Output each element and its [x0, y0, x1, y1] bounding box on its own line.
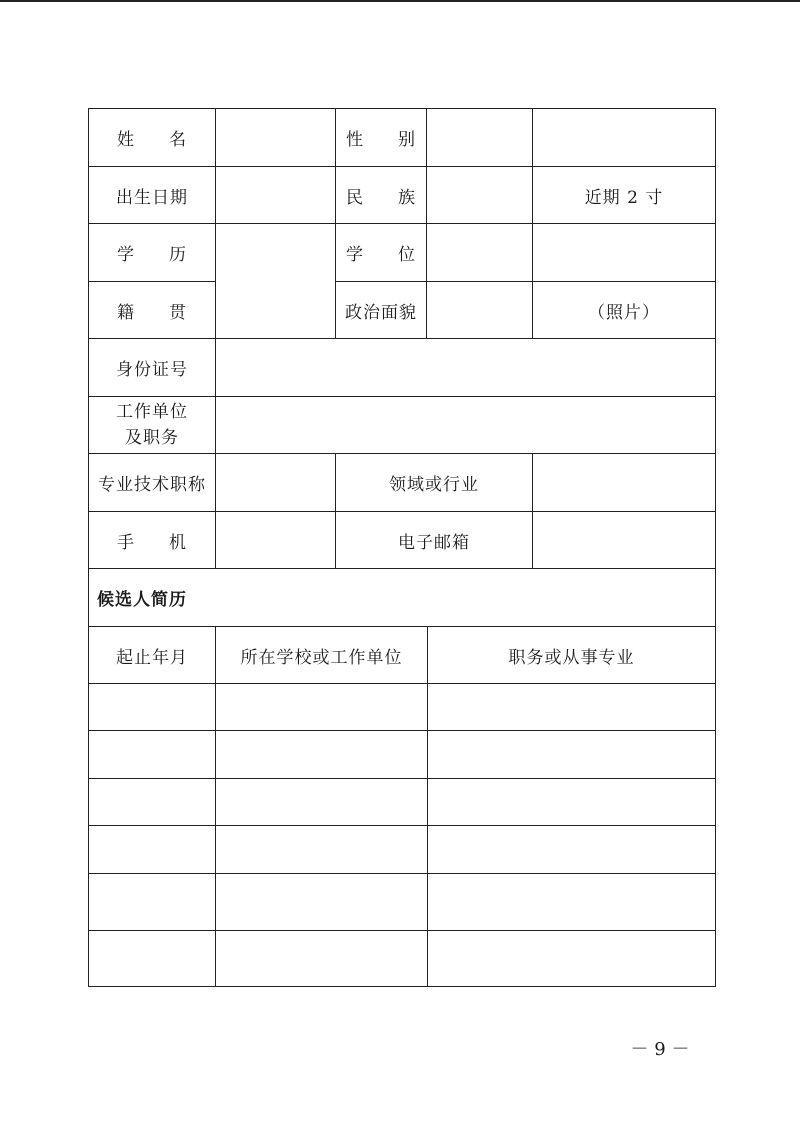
resume-cell[interactable]: [216, 684, 428, 731]
resume-cell[interactable]: [89, 684, 216, 731]
resume-cell[interactable]: [89, 779, 216, 826]
id-field[interactable]: [216, 339, 715, 397]
resume-cell[interactable]: [216, 874, 428, 931]
name-label: [89, 109, 216, 167]
photo-cell-middle: [533, 224, 715, 282]
resume-cell[interactable]: [89, 874, 216, 931]
candidate-form-table: [88, 108, 716, 987]
political-field[interactable]: [427, 282, 533, 339]
ethnic-label-char2: 族: [398, 187, 416, 208]
name-label-char1: 姓: [117, 130, 135, 150]
id-label: 身份证号: [89, 339, 216, 397]
page-number: [0, 1035, 800, 1061]
work-field[interactable]: [216, 397, 715, 454]
native-label-char2: 贯: [169, 302, 187, 323]
resume-cell[interactable]: [428, 779, 715, 826]
gender-label: [336, 109, 427, 167]
field-label: 领域或行业: [336, 454, 533, 512]
name-label-char2: 名: [169, 130, 187, 150]
email-label: 电子邮箱: [336, 512, 533, 569]
native-label: [89, 282, 216, 339]
native-label-char1: 籍: [117, 302, 135, 323]
resume-cell[interactable]: [89, 826, 216, 874]
resume-col-unit: 所在学校或工作单位: [216, 627, 428, 684]
degree-label-char1: 学: [346, 245, 364, 265]
birth-label: 出生日期: [89, 167, 216, 224]
resume-cell[interactable]: [89, 731, 216, 779]
work-label-line1: 工作单位: [116, 402, 188, 422]
phone-label-char2: 机: [169, 532, 187, 553]
resume-cell[interactable]: [428, 826, 715, 874]
resume-cell[interactable]: [216, 931, 428, 986]
name-field[interactable]: [216, 109, 336, 167]
title-field[interactable]: [216, 454, 336, 512]
resume-cell[interactable]: [216, 826, 428, 874]
resume-cell[interactable]: [216, 779, 428, 826]
birth-field[interactable]: [216, 167, 336, 224]
photo-caption-line1: 近期 2 寸: [533, 167, 715, 224]
resume-col-period: 起止年月: [89, 627, 216, 684]
political-label: 政治面貌: [336, 282, 427, 339]
ethnic-label: [336, 167, 427, 224]
degree-label-char2: 位: [398, 245, 416, 265]
resume-cell[interactable]: [428, 684, 715, 731]
resume-cell[interactable]: [428, 874, 715, 931]
field-field[interactable]: [533, 454, 715, 512]
phone-field[interactable]: [216, 512, 336, 569]
ethnic-field[interactable]: [427, 167, 533, 224]
gender-label-char1: 性: [346, 130, 364, 150]
degree-label: [336, 224, 427, 282]
work-label-line2: 及职务: [125, 428, 179, 448]
work-label: [89, 397, 216, 454]
ethnic-label-char1: 民: [346, 187, 364, 208]
phone-label: [89, 512, 216, 569]
education-label-char2: 历: [169, 245, 187, 265]
top-border-line: [0, 0, 800, 2]
photo-caption-line2: （照片）: [533, 282, 715, 339]
gender-field[interactable]: [427, 109, 533, 167]
resume-cell[interactable]: [89, 931, 216, 986]
education-native-field[interactable]: [216, 224, 336, 339]
resume-heading: 候选人简历: [89, 569, 715, 627]
gender-label-char2: 别: [398, 130, 416, 150]
email-field[interactable]: [533, 512, 715, 569]
resume-cell[interactable]: [428, 931, 715, 986]
page-number-text: － 9 －: [630, 1039, 690, 1060]
education-label: [89, 224, 216, 282]
education-label-char1: 学: [117, 245, 135, 265]
resume-col-post: 职务或从事专业: [428, 627, 715, 684]
title-label: 专业技术职称: [89, 454, 216, 512]
photo-cell-top: [533, 109, 715, 167]
phone-label-char1: 手: [117, 532, 135, 553]
degree-field[interactable]: [427, 224, 533, 282]
resume-cell[interactable]: [428, 731, 715, 779]
resume-cell[interactable]: [216, 731, 428, 779]
